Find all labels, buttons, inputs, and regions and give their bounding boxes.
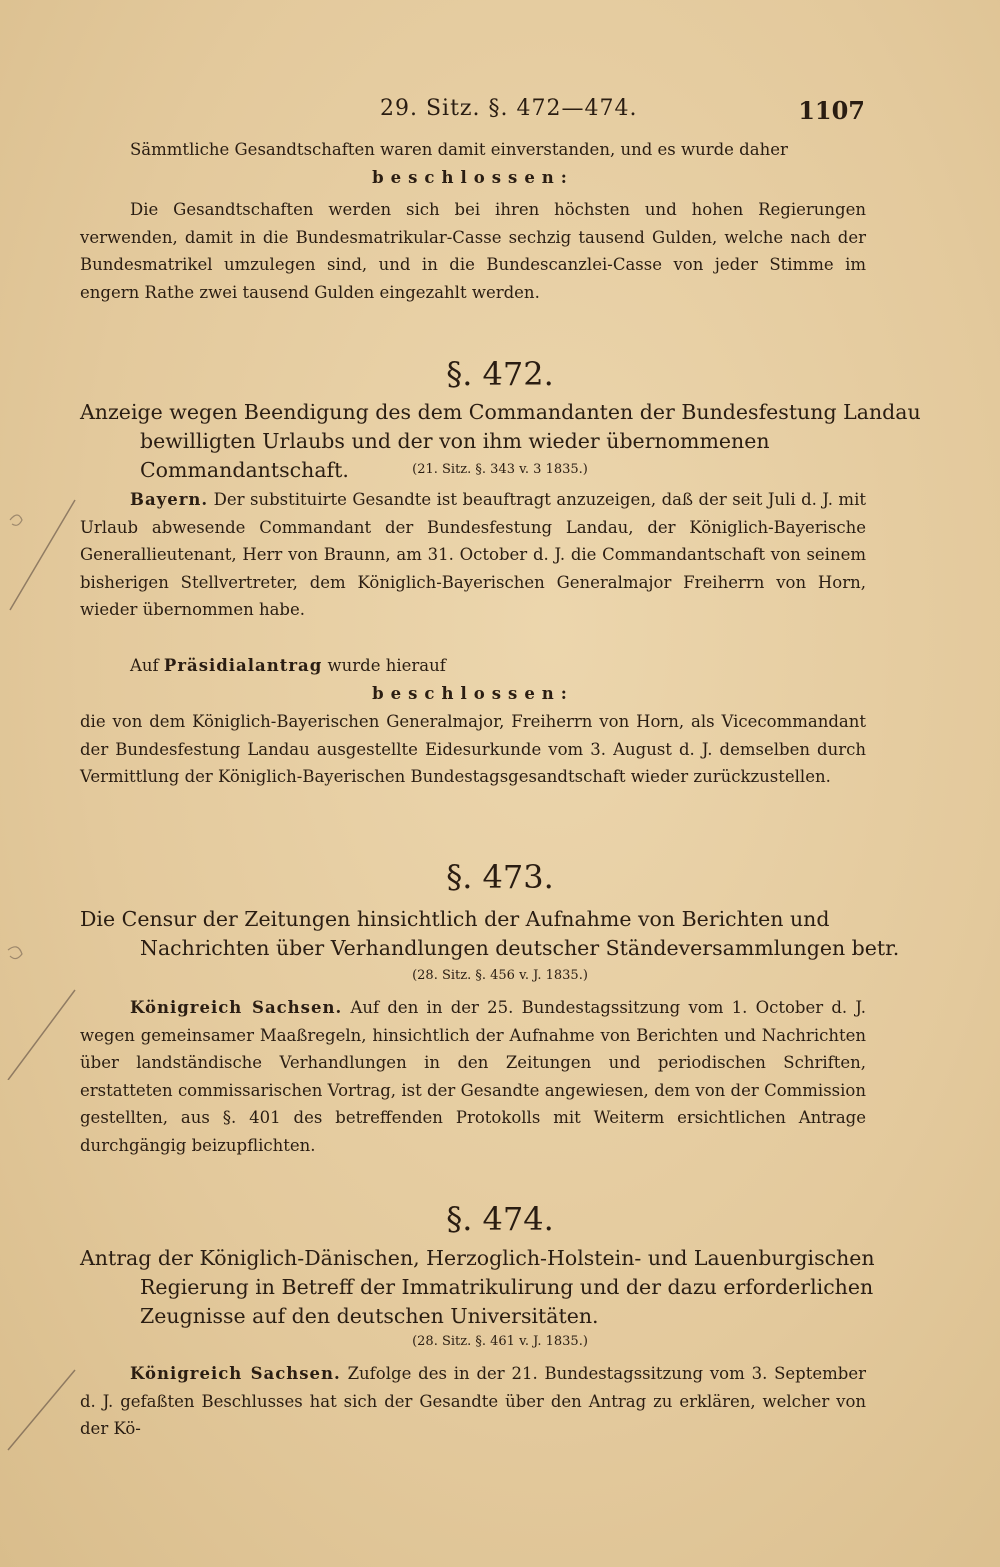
section-474-ref: (28. Sitz. §. 461 v. J. 1835.) xyxy=(412,1334,588,1349)
pencil-margin-mark-472 xyxy=(0,480,80,640)
section-473-text: Auf den in der 25. Bundestagssitzung vom 1. October d. J. wegen gemeinsamer Maaßregeln, hinsichtlich der Aufnahme von Berichten und Nachrichten über landständische Verhandlungen in den Zeitungen und periodischen Schriften, erstatteten commissarischen Vortrag, ist der Gesandte angewiesen, dem von der Commission gestellten, aus §. 401 des betreffenden Protokolls mit Weiterm ersichtlichen Antrage durchgängig beizupflichten. xyxy=(80,998,866,1155)
motion-suffix: wurde hierauf xyxy=(327,656,446,675)
section-472-title: Anzeige wegen Beendigung des dem Commandanten der Bundesfestung Landau bewilligten Urlaubs und der von ihm wieder übernommenen Commandantschaft. xyxy=(80,400,921,482)
section-472-text: Der substituirte Gesandte ist beauftragt anzuzeigen, daß der seit Juli d. J. mit Urlaub abwesende Commandant der Bundesfestung Landau, der Königlich-Bayerische Generallieutenant, Herr von Braunn, am 31. October d. J. die Commandantschaft von seinem bisherigen Stellvertreter, dem Königlich-Bayerischen Generalmajor Freiherrn von Horn, wieder übernommen habe. xyxy=(80,490,866,619)
section-473-statement xyxy=(80,994,866,1159)
section-473-title: Die Censur der Zeitungen hinsichtlich der Aufnahme von Berichten und Nachrichten über Verhandlungen deutscher Ständeversammlungen betr. xyxy=(80,907,900,960)
section-474-title: Antrag der Königlich-Dänischen, Herzoglich-Holstein- und Lauenburgischen Regierung in Betreff der Immatrikulirung und der dazu erforderlichen Zeugnisse auf den deutschen Universitäten. xyxy=(80,1246,875,1328)
section-472-resolved: beschlossen: xyxy=(372,684,574,703)
motion-prefix: Auf xyxy=(130,656,159,675)
page-number: 1107 xyxy=(798,96,865,125)
motion-name: Präsidialantrag xyxy=(163,656,323,675)
section-472-decision: die von dem Königlich-Bayerischen Generalmajor, Freiherrn von Horn, als Vicecommandant der Bundesfestung Landau ausgestellte Eidesurkunde vom 3. August d. J. demselben durch Vermittlung der Königlich-Bayerischen Bundestagsgesandtschaft wieder zurückzustellen. xyxy=(80,712,866,786)
speaker-bayern: Bayern. xyxy=(130,490,209,509)
speaker-sachsen: Königreich Sachsen. xyxy=(130,998,343,1017)
section-472-number: §. 472. xyxy=(446,355,554,393)
pencil-margin-mark-473 xyxy=(0,940,80,1080)
section-474-number: §. 474. xyxy=(446,1200,554,1238)
section-473-number: §. 473. xyxy=(446,858,554,896)
section-473-ref: (28. Sitz. §. 456 v. J. 1835.) xyxy=(412,968,588,983)
section-474-text: Zufolge des in der 21. Bundestagssitzung vom 3. September d. J. gefaßten Beschlusses hat sich der Gesandte über den Antrag zu erklären, welcher von der Kö- xyxy=(80,1364,867,1438)
running-head: 29. Sitz. §. 472—474. xyxy=(380,96,638,121)
section-472-motion xyxy=(80,652,866,680)
section-474-statement xyxy=(80,1360,866,1443)
intro-body: Die Gesandtschaften werden sich bei ihren höchsten und hohen Regierungen verwenden, damit in die Bundesmatrikular-Casse sechzig tausend Gulden, welche nach der Bundesmatrikel umzulegen sind, und in die Bundescanzlei-Casse von jeder Stimme im engern Rathe zwei tausend Gulden eingezahlt werden. xyxy=(80,200,866,302)
section-472-ref: (21. Sitz. §. 343 v. 3 1835.) xyxy=(412,462,588,477)
intro-resolved: beschlossen: xyxy=(372,168,574,187)
speaker-sachsen-2: Königreich Sachsen. xyxy=(130,1364,341,1383)
pencil-margin-mark-474 xyxy=(0,1360,80,1460)
section-472-statement xyxy=(80,486,866,624)
intro-line: Sämmtliche Gesandtschaften waren damit einverstanden, und es wurde daher xyxy=(130,140,788,159)
